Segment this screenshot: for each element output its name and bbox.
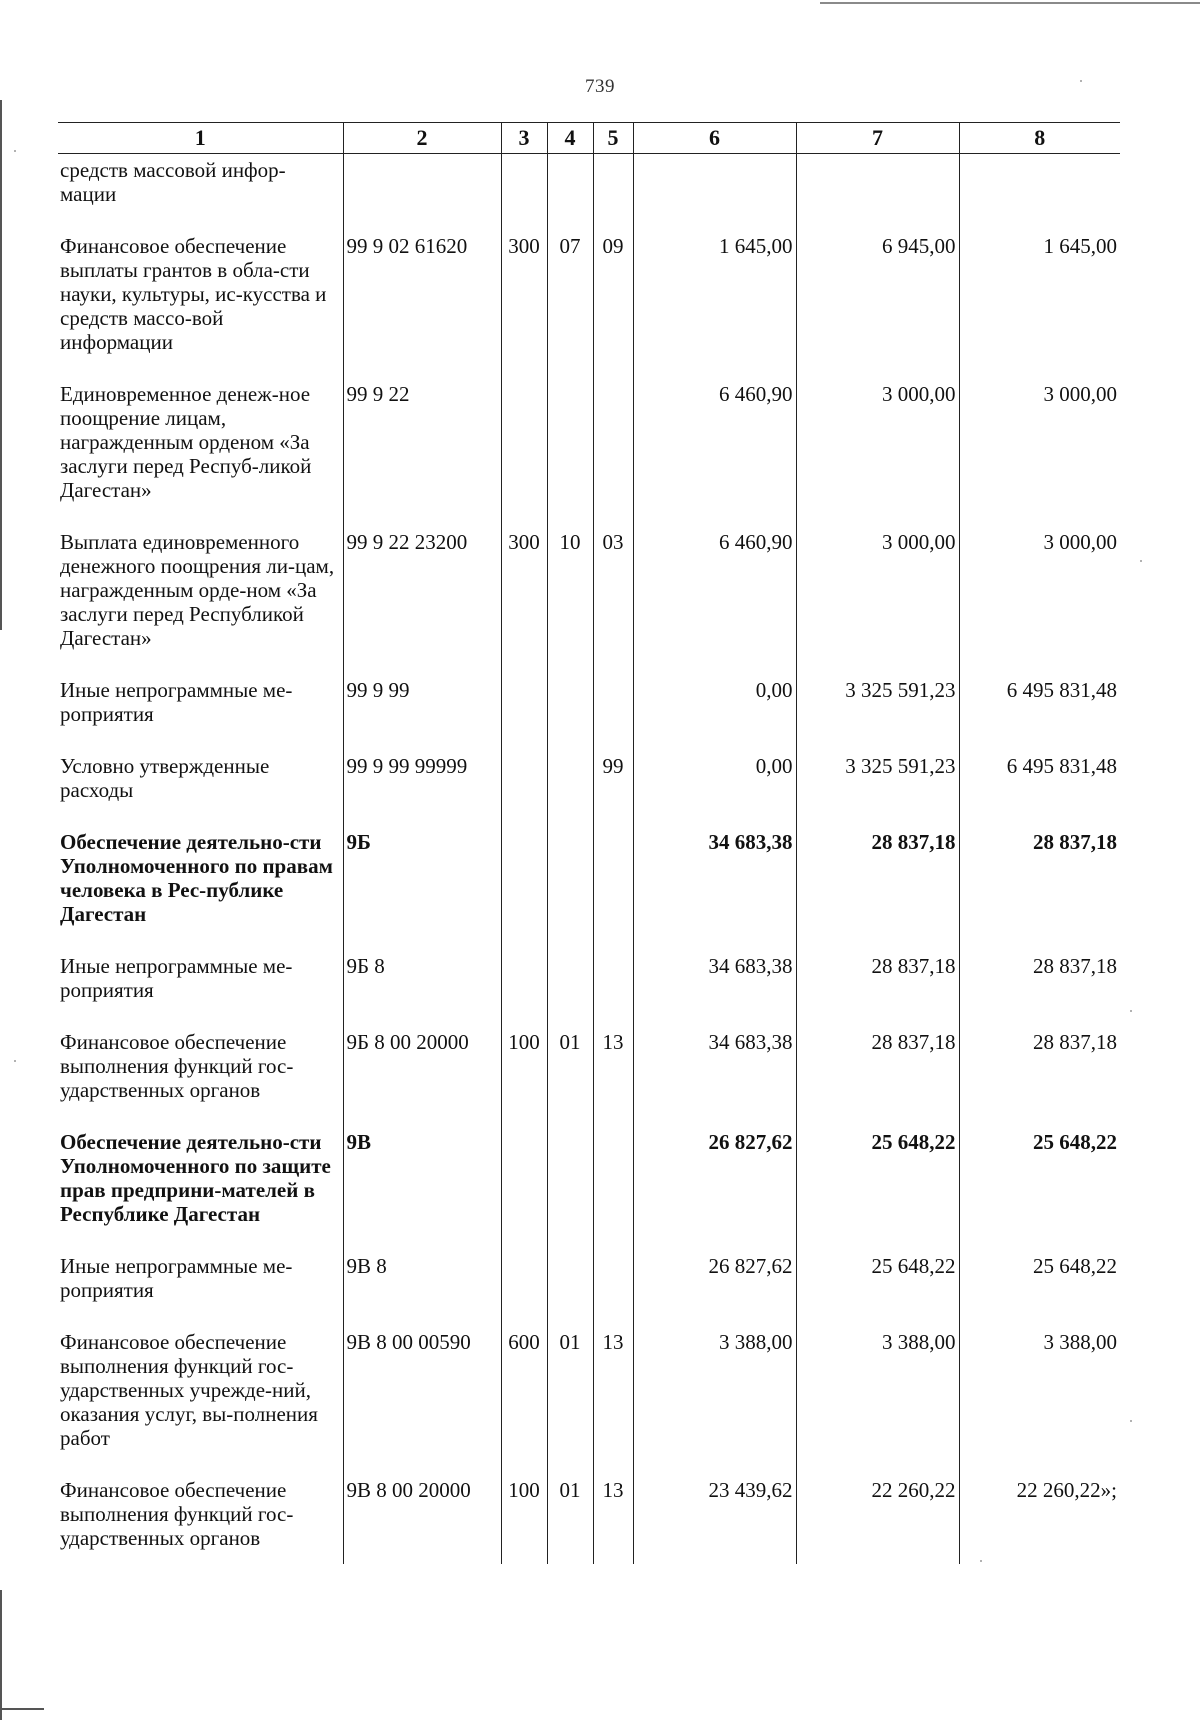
row-col3: 300 — [501, 220, 547, 368]
row-name — [58, 664, 343, 740]
row-col7: 3 388,00 — [796, 1316, 959, 1464]
row-col3 — [501, 1240, 547, 1316]
scan-margin-line — [0, 1590, 2, 1720]
column-header: 6 — [633, 123, 796, 154]
row-col5: 13 — [593, 1016, 633, 1116]
row-name-text: Иные непрограммные ме-роприятия — [60, 954, 293, 1002]
row-col3: 100 — [501, 1016, 547, 1116]
row-col8: 3 388,00 — [959, 1316, 1120, 1464]
row-code: 9Б — [343, 816, 501, 940]
row-name-text: Обеспечение деятельно-сти Уполномоченного по защите прав предприни-мателей в Республике Дагестан — [60, 1130, 331, 1226]
table-row — [58, 740, 1120, 816]
row-name — [58, 368, 343, 516]
row-col5 — [593, 816, 633, 940]
row-name-text: Обеспечение деятельно-сти Уполномоченного по правам человека в Рес-публике Дагестан — [60, 830, 333, 926]
row-col6: 23 439,62 — [633, 1464, 796, 1564]
row-col3 — [501, 664, 547, 740]
row-col5: 13 — [593, 1464, 633, 1564]
row-col3 — [501, 940, 547, 1016]
row-col3 — [501, 816, 547, 940]
row-name — [58, 220, 343, 368]
row-col7: 28 837,18 — [796, 940, 959, 1016]
scan-speck — [1130, 1420, 1132, 1422]
row-name-text: Финансовое обеспечение выплаты грантов в обла-сти науки, культуры, ис-кусства и средств массо-вой информации — [60, 234, 327, 354]
row-name-text: Выплата единовременного денежного поощрения ли-цам, награжденным орде-ном «За заслуги перед Республикой Дагестан» — [60, 530, 335, 650]
row-col6: 6 460,90 — [633, 516, 796, 664]
row-col3 — [501, 1116, 547, 1240]
row-name-text: Единовременное денеж-ное поощрение лицам, награжденным орденом «За заслуги перед Респуб-ликой Дагестан» — [60, 382, 312, 502]
row-col4 — [547, 154, 593, 221]
row-col5 — [593, 368, 633, 516]
table-row — [58, 516, 1120, 664]
row-col8: 3 000,00 — [959, 516, 1120, 664]
row-col8: 6 495 831,48 — [959, 664, 1120, 740]
table-row — [58, 1316, 1120, 1464]
row-col7: 3 000,00 — [796, 368, 959, 516]
scan-speck — [14, 150, 16, 152]
row-col6: 26 827,62 — [633, 1240, 796, 1316]
row-col3 — [501, 740, 547, 816]
row-name — [58, 1016, 343, 1116]
row-col4: 01 — [547, 1316, 593, 1464]
row-col7: 22 260,22 — [796, 1464, 959, 1564]
row-code: 9В 8 00 20000 — [343, 1464, 501, 1564]
row-col4 — [547, 1240, 593, 1316]
row-col8: 25 648,22 — [959, 1116, 1120, 1240]
row-code: 99 9 99 99999 — [343, 740, 501, 816]
scan-margin-line — [0, 100, 2, 630]
row-col7: 6 945,00 — [796, 220, 959, 368]
row-col4: 07 — [547, 220, 593, 368]
table-row — [58, 1016, 1120, 1116]
row-col5: 09 — [593, 220, 633, 368]
row-col6: 3 388,00 — [633, 1316, 796, 1464]
row-name — [58, 940, 343, 1016]
row-col6: 34 683,38 — [633, 940, 796, 1016]
row-col5: 03 — [593, 516, 633, 664]
row-col7: 25 648,22 — [796, 1240, 959, 1316]
table-row — [58, 1240, 1120, 1316]
row-col7: 3 000,00 — [796, 516, 959, 664]
row-code: 9В 8 — [343, 1240, 501, 1316]
row-col8: 28 837,18 — [959, 816, 1120, 940]
row-col8 — [959, 154, 1120, 221]
scan-top-rule — [820, 2, 1200, 4]
row-col5: 13 — [593, 1316, 633, 1464]
row-col4 — [547, 816, 593, 940]
row-col4: 01 — [547, 1464, 593, 1564]
row-col3 — [501, 154, 547, 221]
row-name — [58, 1464, 343, 1564]
row-col6 — [633, 154, 796, 221]
column-header: 7 — [796, 123, 959, 154]
row-col5 — [593, 1240, 633, 1316]
row-col4 — [547, 740, 593, 816]
row-col3: 600 — [501, 1316, 547, 1464]
row-name — [58, 1240, 343, 1316]
row-name — [58, 1116, 343, 1240]
row-name — [58, 816, 343, 940]
page-number: 739 — [585, 76, 615, 97]
row-col8: 28 837,18 — [959, 1016, 1120, 1116]
table-row — [58, 816, 1120, 940]
row-col7: 25 648,22 — [796, 1116, 959, 1240]
row-name-text: Финансовое обеспечение выполнения функций гос-ударственных учрежде-ний, оказания услуг, вы-полнения работ — [60, 1330, 318, 1450]
row-col6: 0,00 — [633, 664, 796, 740]
row-col8: 1 645,00 — [959, 220, 1120, 368]
scan-margin-line — [0, 1708, 44, 1710]
row-name-text: Иные непрограммные ме-роприятия — [60, 678, 293, 726]
row-col4: 01 — [547, 1016, 593, 1116]
row-col5 — [593, 1116, 633, 1240]
row-code: 99 9 02 61620 — [343, 220, 501, 368]
row-col5: 99 — [593, 740, 633, 816]
budget-table — [58, 122, 1120, 1564]
row-col6: 6 460,90 — [633, 368, 796, 516]
table-row — [58, 220, 1120, 368]
row-col8: 28 837,18 — [959, 940, 1120, 1016]
row-col6: 34 683,38 — [633, 1016, 796, 1116]
row-code: 99 9 22 23200 — [343, 516, 501, 664]
row-col8: 3 000,00 — [959, 368, 1120, 516]
row-col8: 6 495 831,48 — [959, 740, 1120, 816]
row-col3: 300 — [501, 516, 547, 664]
row-code: 9В 8 00 00590 — [343, 1316, 501, 1464]
row-col8: 22 260,22»; — [959, 1464, 1120, 1564]
column-header: 4 — [547, 123, 593, 154]
scan-speck — [1140, 560, 1142, 562]
row-name-text: Условно утвержденные расходы — [60, 754, 270, 802]
row-col4 — [547, 1116, 593, 1240]
row-code: 9Б 8 — [343, 940, 501, 1016]
row-col6: 34 683,38 — [633, 816, 796, 940]
row-name — [58, 1316, 343, 1464]
row-col6: 0,00 — [633, 740, 796, 816]
row-col6: 1 645,00 — [633, 220, 796, 368]
column-header: 2 — [343, 123, 501, 154]
row-code: 9Б 8 00 20000 — [343, 1016, 501, 1116]
row-name — [58, 740, 343, 816]
row-col7: 28 837,18 — [796, 1016, 959, 1116]
row-name-text: Финансовое обеспечение выполнения функций гос-ударственных органов — [60, 1030, 294, 1102]
column-header: 1 — [58, 123, 343, 154]
row-code: 99 9 99 — [343, 664, 501, 740]
row-col4 — [547, 368, 593, 516]
scan-speck — [1130, 1010, 1132, 1012]
row-col8: 25 648,22 — [959, 1240, 1120, 1316]
table-row — [58, 154, 1120, 221]
scan-speck — [14, 1060, 16, 1062]
column-header: 5 — [593, 123, 633, 154]
row-col5 — [593, 154, 633, 221]
row-code: 9В — [343, 1116, 501, 1240]
table-row — [58, 1116, 1120, 1240]
table-row — [58, 1464, 1120, 1564]
row-col4 — [547, 664, 593, 740]
row-col4: 10 — [547, 516, 593, 664]
row-col7: 3 325 591,23 — [796, 664, 959, 740]
table-header-row — [58, 123, 1120, 154]
row-code: 99 9 22 — [343, 368, 501, 516]
row-col3 — [501, 368, 547, 516]
row-col5 — [593, 940, 633, 1016]
row-name-text: Финансовое обеспечение выполнения функций гос-ударственных органов — [60, 1478, 294, 1550]
row-col3: 100 — [501, 1464, 547, 1564]
row-col7: 28 837,18 — [796, 816, 959, 940]
row-name — [58, 154, 343, 221]
row-name — [58, 516, 343, 664]
row-name-text: средств массовой инфор- мации — [60, 158, 286, 206]
column-header: 8 — [959, 123, 1120, 154]
row-col4 — [547, 940, 593, 1016]
row-col5 — [593, 664, 633, 740]
row-code — [343, 154, 501, 221]
row-col7 — [796, 154, 959, 221]
row-col7: 3 325 591,23 — [796, 740, 959, 816]
row-col6: 26 827,62 — [633, 1116, 796, 1240]
table-row — [58, 368, 1120, 516]
table-row — [58, 940, 1120, 1016]
column-header: 3 — [501, 123, 547, 154]
row-name-text: Иные непрограммные ме-роприятия — [60, 1254, 293, 1302]
table-row — [58, 664, 1120, 740]
